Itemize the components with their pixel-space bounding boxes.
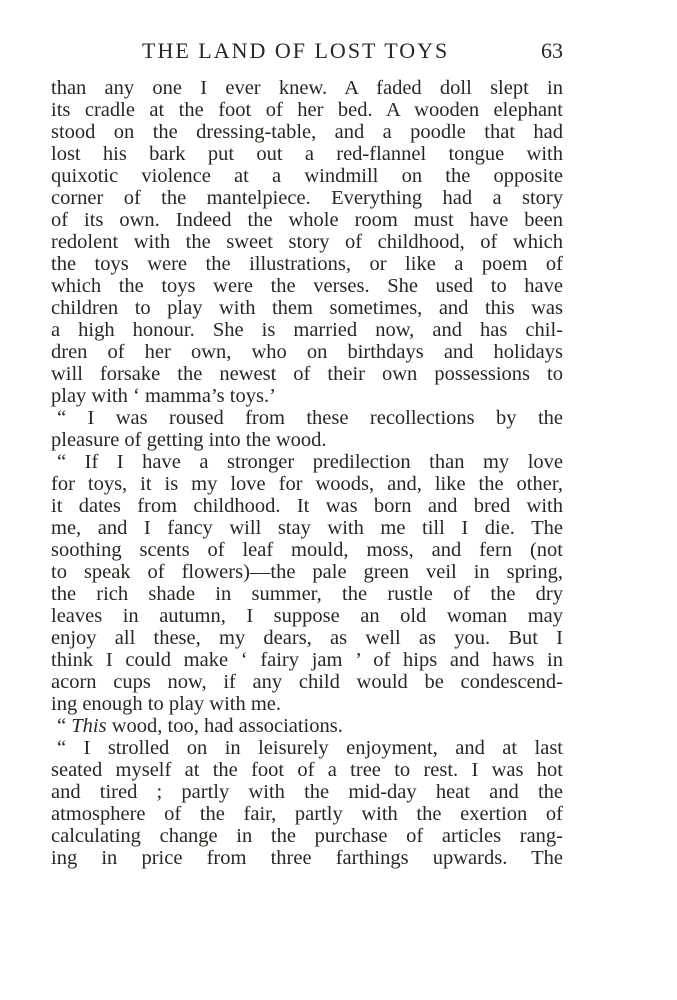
text-line: quixotic violence at a windmill on the opposite <box>51 165 563 187</box>
text-line: atmosphere of the fair, partly with the exertion of <box>51 803 563 825</box>
text-line: soothing scents of leaf mould, moss, and fern (not <box>51 539 563 561</box>
text-line: leaves in autumn, I suppose an old woman may <box>51 605 563 627</box>
text-line: a high honour. She is married now, and has chil- <box>51 319 563 341</box>
text-line: acorn cups now, if any child would be condescend- <box>51 671 563 693</box>
text-line: pleasure of getting into the wood. <box>51 429 327 451</box>
body-text <box>51 77 563 869</box>
text-line: will forsake the newest of their own possessions to <box>51 363 563 385</box>
text-line: seated myself at the foot of a tree to rest. I was hot <box>51 759 563 781</box>
text-line: of its own. Indeed the whole room must have been <box>51 209 563 231</box>
running-head <box>50 38 565 70</box>
text-line: which the toys were the verses. She used to have <box>51 275 563 297</box>
text-line: to speak of flowers)—the pale green veil in spring, <box>51 561 563 583</box>
text-line: and tired ; partly with the mid-day heat and the <box>51 781 563 803</box>
text-line: than any one I ever knew. A faded doll slept in <box>51 77 563 99</box>
text-line: lost his bark put out a red-flannel tongue with <box>51 143 563 165</box>
text-line: it dates from childhood. It was born and bred with <box>51 495 563 517</box>
text-line: calculating change in the purchase of articles rang- <box>51 825 563 847</box>
italic-emphasis: This <box>71 715 107 737</box>
text-line: think I could make ‘ fairy jam ’ of hips and haws in <box>51 649 563 671</box>
text-line: ing in price from three farthings upwards. The <box>51 847 563 869</box>
text-line: for toys, it is my love for woods, and, like the other, <box>51 473 563 495</box>
text-line: me, and I fancy will stay with me till I die. The <box>51 517 563 539</box>
text-line: the toys were the illustrations, or like a poem of <box>51 253 563 275</box>
running-title: THE LAND OF LOST TOYS <box>142 38 450 63</box>
text-line: redolent with the sweet story of childhood, of which <box>51 231 563 253</box>
text-line: play with ‘ mamma’s toys.’ <box>51 385 276 407</box>
text-line: children to play with them sometimes, and this was <box>51 297 563 319</box>
text-line: “ This wood, too, had associations. <box>57 715 343 737</box>
text-line: stood on the dressing-table, and a poodle that had <box>51 121 563 143</box>
text-line: dren of her own, who on birthdays and holidays <box>51 341 563 363</box>
text-line: enjoy all these, my dears, as well as you. But I <box>51 627 563 649</box>
text-line: “ I was roused from these recollections by the <box>57 407 563 429</box>
text-line: the rich shade in summer, the rustle of the dry <box>51 583 563 605</box>
text-line: its cradle at the foot of her bed. A wooden elephant <box>51 99 563 121</box>
text-line: corner of the mantelpiece. Everything had a story <box>51 187 563 209</box>
text-line: ing enough to play with me. <box>51 693 282 715</box>
text-line: “ If I have a stronger predilection than my love <box>57 451 563 473</box>
page-number: 63 <box>541 38 563 63</box>
text-line: “ I strolled on in leisurely enjoyment, and at last <box>57 737 563 759</box>
